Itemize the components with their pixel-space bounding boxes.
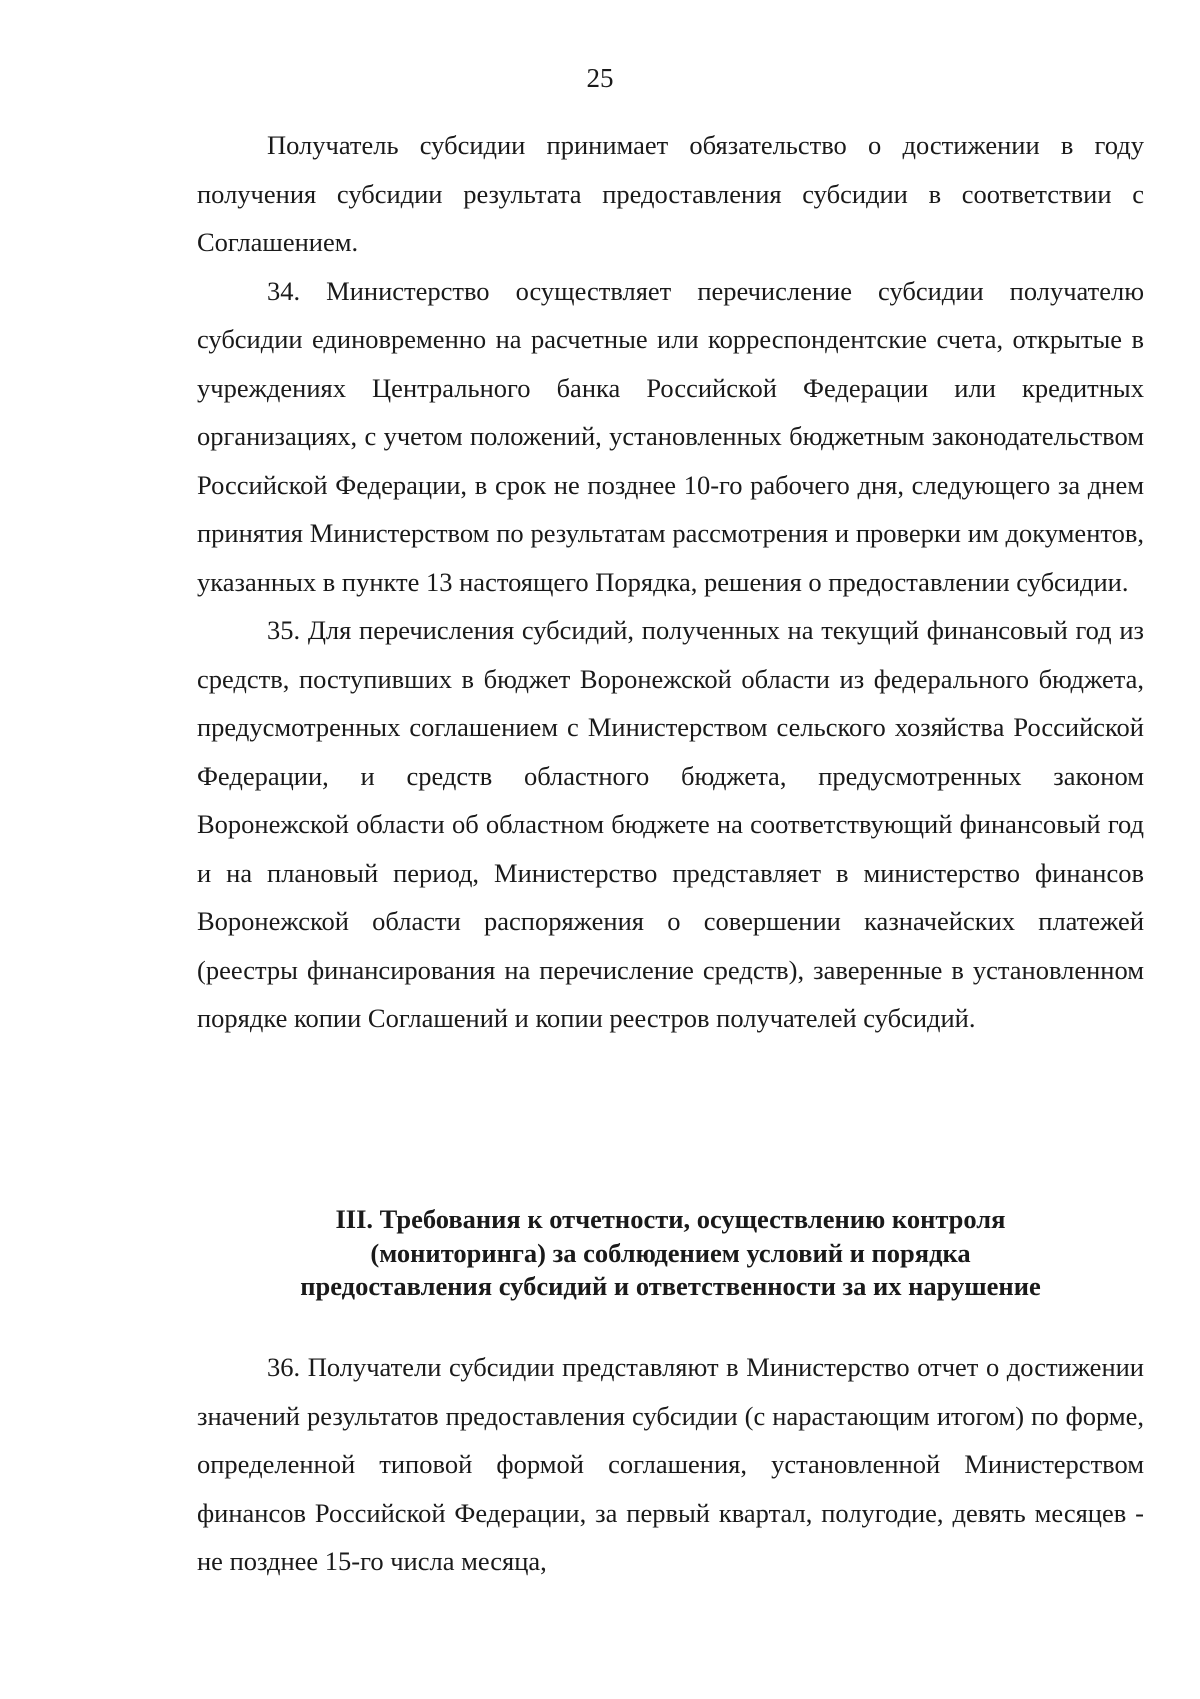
page-number: 25 <box>586 63 614 93</box>
paragraph-receiver-obligation: Получатель субсидии принимает обязательство о достижении в году получения субсидии результата предоставления субсидии в соответствии с Соглашением. <box>197 130 1144 257</box>
section-heading-line: III. Требования к отчетности, осуществлению контроля <box>335 1204 1006 1234</box>
body-text-top <box>197 121 1144 1043</box>
paragraph-35: 35. Для перечисления субсидий, полученных на текущий финансовый год из средств, поступивших в бюджет Воронежской области из федерального бюджета, предусмотренных соглашением с Министерством сельского хозяйства Российской Федерации, и средств областного бюджета, предусмотренных законом Воронежской области об областном бюджете на соответствующий финансовый год и на плановый период, Министерство представляет в министерство финансов Воронежской области распоряжения о совершении казначейских платежей (реестры финансирования на перечисление средств), заверенные в установленном порядке копии Соглашений и копии реестров получателей субсидий. <box>197 615 1144 1033</box>
paragraph-34: 34. Министерство осуществляет перечисление субсидии получателю субсидии единовременно на расчетные или корреспондентские счета, открытые в учреждениях Центрального банка Российской Федерации или кредитных организациях, с учетом положений, установленных бюджетным законодательством Российской Федерации, в срок не позднее 10-го рабочего дня, следующего за днем принятия Министерством по результатам рассмотрения и проверки им документов, указанных в пункте 13 настоящего Порядка, решения о предоставлении субсидии. <box>197 275 1144 597</box>
paragraph-36: 36. Получатели субсидии представляют в Министерство отчет о достижении значений результатов предоставления субсидии (с нарастающим итогом) по форме, определенной типовой формой соглашения, установленной Министерством финансов Российской Федерации, за первый квартал, полугодие, девять месяцев - не позднее 15-го числа месяца, <box>197 1352 1144 1576</box>
body-text-bottom <box>197 1343 1144 1586</box>
section-heading <box>197 1203 1144 1304</box>
section-heading-line: (мониторинга) за соблюдением условий и порядка <box>370 1237 971 1268</box>
section-heading-line: предоставления субсидий и ответственности за их нарушение <box>300 1271 1041 1301</box>
